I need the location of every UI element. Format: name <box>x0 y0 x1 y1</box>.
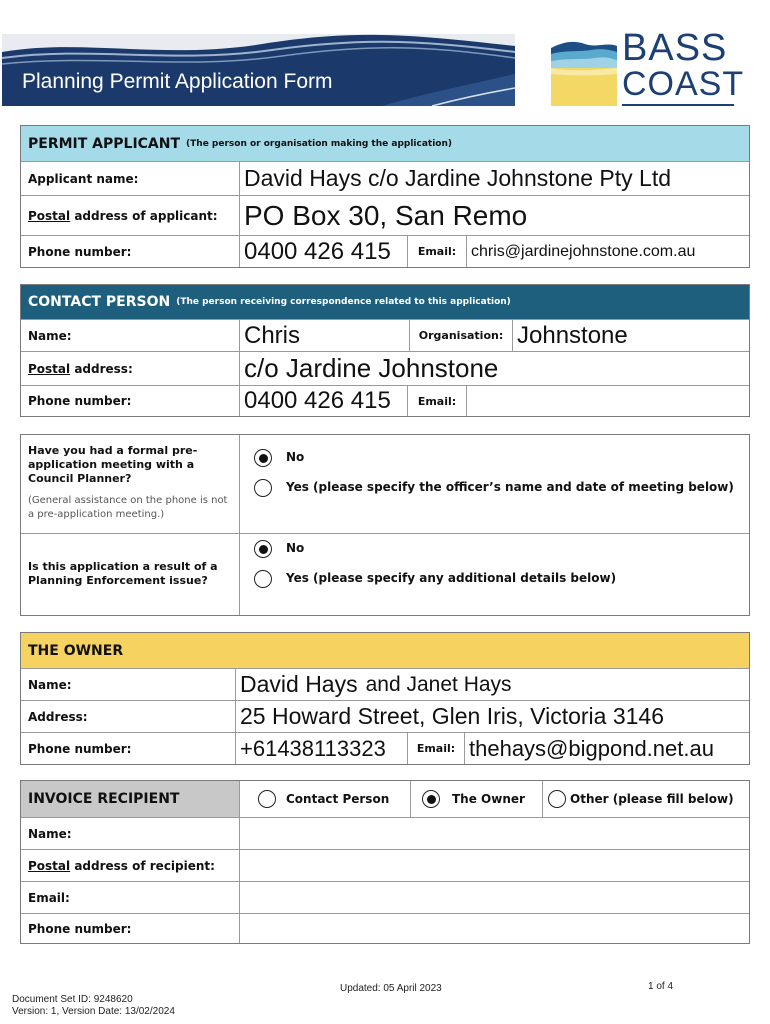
contact-phone-field[interactable]: 0400 426 415 <box>239 386 407 416</box>
invoice-heading: INVOICE RECIPIENT <box>28 791 180 807</box>
enforcement-question-cell <box>21 534 239 615</box>
invoice-name-row <box>21 817 749 849</box>
invoice-name-label: Name: <box>28 826 72 841</box>
logo-text-bass: BASS <box>622 27 728 69</box>
invoice-other-label: Other (please fill below) <box>570 792 734 806</box>
pre-application-no-radio[interactable] <box>254 449 272 467</box>
permit-applicant-header <box>21 126 749 161</box>
applicant-postal-label <box>21 196 239 235</box>
enforcement-yes-label: Yes (please specify any additional details below) <box>286 571 617 585</box>
contact-person-section <box>20 284 750 417</box>
updated-date: Updated: 05 April 2023 <box>340 983 442 994</box>
logo-underline <box>622 104 734 106</box>
owner-email-label: Email: <box>407 733 465 764</box>
radio-selected-dot <box>427 795 436 804</box>
postal-underlined-word: Postal <box>28 361 71 376</box>
page-number: 1 of 4 <box>648 981 674 992</box>
contact-phone-row <box>21 385 749 416</box>
permit-applicant-heading: PERMIT APPLICANT <box>28 135 181 152</box>
enforcement-question-text: Is this application a result of a Planning Enforcement issue? <box>28 560 218 587</box>
invoice-phone-row <box>21 913 749 943</box>
owner-phone-field[interactable]: +61438113323 <box>235 733 407 764</box>
applicant-postal-row <box>21 195 749 235</box>
owner-name-label: Name: <box>28 677 72 692</box>
invoice-owner-label: The Owner <box>452 792 525 806</box>
invoice-postal-label <box>21 850 239 881</box>
owner-email-field[interactable]: thehays@bigpond.net.au <box>469 735 714 761</box>
contact-email-field[interactable] <box>467 386 749 416</box>
contact-name-field[interactable]: Chris <box>239 320 409 351</box>
invoice-email-label: Email: <box>28 890 70 905</box>
invoice-option-divider <box>410 781 411 817</box>
invoice-name-field[interactable] <box>239 818 749 849</box>
invoice-email-field[interactable] <box>239 882 749 913</box>
permit-applicant-subheading: (The person or organisation making the application) <box>186 138 452 149</box>
invoice-other-radio[interactable] <box>548 790 566 808</box>
owner-phone-label: Phone number: <box>28 741 132 756</box>
postal-label-rest: address: <box>70 361 133 376</box>
pre-application-note: (General assistance on the phone is not a pre-application meeting.) <box>28 495 228 520</box>
page-title: Planning Permit Application Form <box>22 70 333 93</box>
permit-applicant-section <box>20 125 750 268</box>
contact-name-row <box>21 319 749 351</box>
owner-name-row <box>21 668 749 700</box>
owner-header <box>21 633 749 668</box>
owner-section <box>20 632 750 765</box>
contact-email-label: Email: <box>407 386 467 416</box>
invoice-postal-row <box>21 849 749 881</box>
owner-address-field[interactable]: 25 Howard Street, Glen Iris, Victoria 3146 <box>235 701 749 732</box>
owner-name-value-2: and Janet Hays <box>365 672 512 696</box>
document-set-id: Document Set ID: 9248620 <box>12 994 133 1005</box>
contact-postal-label <box>21 352 239 385</box>
applicant-name-label: Applicant name: <box>28 171 139 186</box>
pre-application-yes-radio[interactable] <box>254 479 272 497</box>
pre-application-yes-label: Yes (please specify the officer’s name and date of meeting below) <box>286 480 734 494</box>
applicant-phone-field[interactable]: 0400 426 415 <box>239 236 407 267</box>
pre-application-question-cell <box>21 435 239 533</box>
postal-underlined-word: Postal <box>28 858 71 873</box>
owner-phone-row <box>21 732 749 764</box>
invoice-owner-radio[interactable] <box>422 790 440 808</box>
applicant-phone-row <box>21 235 749 267</box>
invoice-contact-radio[interactable] <box>258 790 276 808</box>
pre-application-no-label: No <box>286 450 305 464</box>
owner-name-value: David Hays <box>240 671 358 697</box>
invoice-section <box>20 780 750 944</box>
contact-name-label: Name: <box>28 328 72 343</box>
pre-application-options <box>239 435 749 533</box>
owner-heading: THE OWNER <box>28 642 124 659</box>
bass-coast-logo-icon <box>551 34 617 106</box>
invoice-email-row <box>21 881 749 913</box>
enforcement-yes-radio[interactable] <box>254 570 272 588</box>
contact-org-label: Organisation: <box>409 320 513 351</box>
contact-person-heading: CONTACT PERSON <box>28 294 171 310</box>
logo-text-coast: COAST <box>622 65 745 103</box>
contact-postal-field[interactable]: c/o Jardine Johnstone <box>239 352 749 385</box>
applicant-name-field[interactable]: David Hays c/o Jardine Johnstone Pty Ltd <box>239 162 749 195</box>
invoice-phone-label: Phone number: <box>28 921 132 936</box>
contact-phone-label: Phone number: <box>28 394 132 408</box>
applicant-email-field[interactable]: chris@jardinejohnstone.com.au <box>471 242 696 260</box>
applicant-postal-field[interactable]: PO Box 30, San Remo <box>239 196 749 235</box>
invoice-option-divider <box>542 781 543 817</box>
owner-name-field[interactable] <box>235 669 749 700</box>
enforcement-no-label: No <box>286 541 305 555</box>
postal-label-rest: address of applicant: <box>70 208 218 223</box>
questions-section <box>20 434 750 616</box>
invoice-options <box>239 781 749 817</box>
contact-person-header <box>21 285 749 319</box>
pre-application-question-text: Have you had a formal pre-application meeting with a Council Planner? <box>28 444 198 485</box>
invoice-postal-field[interactable] <box>239 850 749 881</box>
contact-postal-row <box>21 351 749 385</box>
invoice-contact-label: Contact Person <box>286 792 390 806</box>
postal-underlined-word: Postal <box>28 208 71 223</box>
postal-label-rest: address of recipient: <box>70 858 215 873</box>
applicant-name-row <box>21 161 749 195</box>
applicant-email-label: Email: <box>407 236 467 267</box>
owner-address-row <box>21 700 749 732</box>
enforcement-no-radio[interactable] <box>254 540 272 558</box>
invoice-phone-field[interactable] <box>239 914 749 943</box>
owner-address-label: Address: <box>28 709 88 724</box>
enforcement-question <box>21 533 749 615</box>
invoice-header <box>21 781 239 817</box>
applicant-phone-label: Phone number: <box>28 244 132 259</box>
contact-org-field[interactable]: Johnstone <box>517 321 628 349</box>
radio-selected-dot <box>259 545 268 554</box>
version-info: Version: 1, Version Date: 13/02/2024 <box>12 1006 175 1017</box>
contact-person-subheading: (The person receiving correspondence related to this application) <box>176 297 511 307</box>
radio-selected-dot <box>259 454 268 463</box>
enforcement-options <box>239 534 749 615</box>
pre-application-question <box>21 435 749 533</box>
